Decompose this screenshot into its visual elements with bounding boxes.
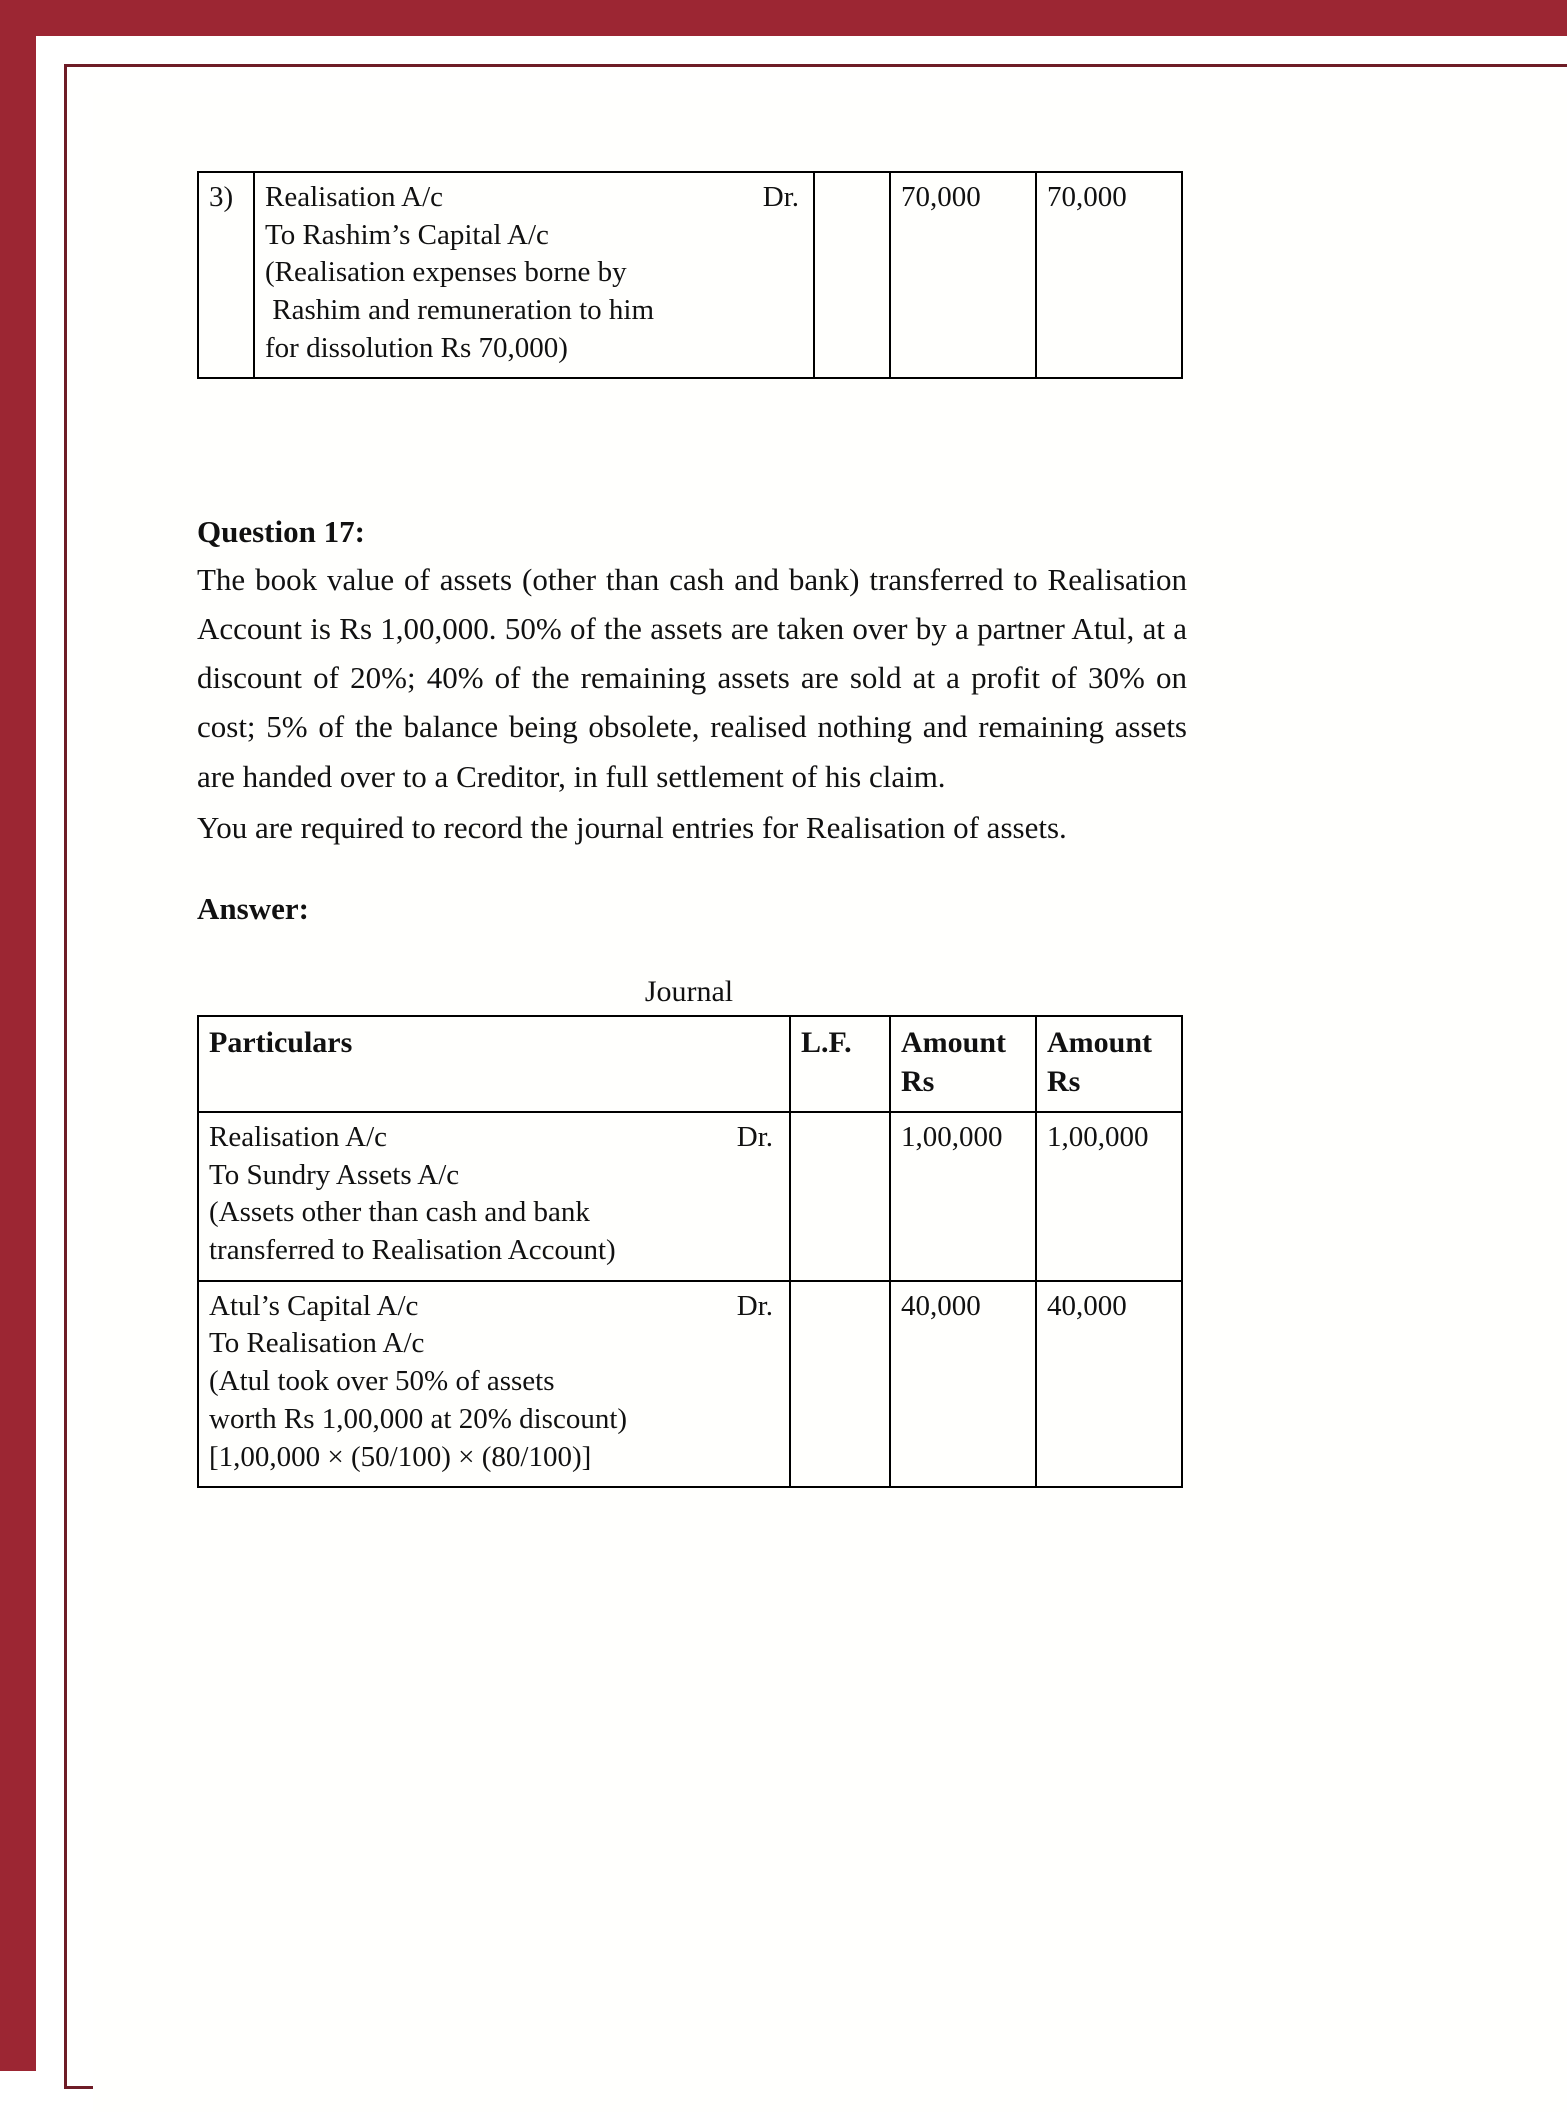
entry-particulars <box>254 172 814 378</box>
debit-indicator: Dr. <box>762 181 799 213</box>
entry-particulars <box>198 1281 790 1487</box>
question-requirement: You are required to record the journal entries for Realisation of assets. <box>197 810 1067 845</box>
top-journal-table <box>197 171 1183 379</box>
table-row <box>198 1112 1182 1281</box>
entry-line: worth Rs 1,00,000 at 20% discount) <box>209 1402 628 1435</box>
entry-lf <box>790 1112 890 1281</box>
journal-table <box>197 1015 1183 1488</box>
entry-line: transferred to Realisation Account) <box>209 1234 616 1267</box>
table-row <box>198 172 1182 378</box>
column-header-amount-credit-label: Amount <box>1047 1026 1153 1059</box>
entry-line: To Realisation A/c <box>209 1327 425 1360</box>
entry-line: (Realisation expenses borne by <box>265 256 627 289</box>
entry-line: for dissolution Rs 70,000) <box>265 331 568 364</box>
document-sheet <box>93 93 1567 2112</box>
entry-line: (Atul took over 50% of assets <box>209 1365 555 1398</box>
entry-line: Atul’s Capital A/c <box>209 1289 419 1322</box>
entry-line: Realisation A/c <box>265 181 443 213</box>
entry-credit-amount: 70,000 <box>1036 172 1182 378</box>
entry-lf <box>790 1281 890 1487</box>
entry-line: (Assets other than cash and bank <box>209 1196 590 1229</box>
question-heading: Question 17: <box>197 514 365 549</box>
journal-table-wrapper <box>197 1015 1183 1488</box>
entry-line: Realisation A/c <box>209 1121 387 1153</box>
answer-heading: Answer: <box>197 891 309 926</box>
entry-credit-amount: 40,000 <box>1036 1281 1182 1487</box>
top-journal-table-wrapper <box>197 171 1183 379</box>
entry-debit-amount: 40,000 <box>890 1281 1036 1487</box>
entry-credit-amount: 1,00,000 <box>1036 1112 1182 1281</box>
page-border-inner <box>36 36 1567 2071</box>
column-header-particulars: Particulars <box>198 1016 790 1112</box>
entry-debit-amount: 70,000 <box>890 172 1036 378</box>
column-header-amount-debit-unit: Rs <box>901 1065 935 1098</box>
entry-line: To Rashim’s Capital A/c <box>265 218 549 251</box>
column-header-amount-debit <box>890 1016 1036 1112</box>
column-header-amount-credit-unit: Rs <box>1047 1065 1081 1098</box>
entry-line: [1,00,000 × (50/100) × (80/100)] <box>209 1440 592 1473</box>
column-header-amount-credit <box>1036 1016 1182 1112</box>
column-header-amount-debit-label: Amount <box>901 1026 1007 1059</box>
table-row <box>198 1281 1182 1487</box>
debit-indicator: Dr. <box>736 1121 773 1153</box>
entry-line: Rashim and remuneration to him <box>265 294 655 327</box>
entry-lf <box>814 172 890 378</box>
journal-header-row <box>198 1016 1182 1112</box>
question-body: The book value of assets (other than cash and bank) transferred to Realisation Account is Rs 1,00,000. 50% of the assets are taken over by a partner Atul, at a discount of 20%; 40% of the remaining assets are sold at a profit of 30% on cost; 5% of the balance being obsolete, realised nothing and remaining assets are handed over to a Creditor, in full settlement of his claim. <box>197 562 1187 794</box>
page-border-rule <box>64 64 1567 2089</box>
debit-indicator: Dr. <box>736 1289 773 1322</box>
entry-particulars <box>198 1112 790 1281</box>
entry-serial-number: 3) <box>198 172 254 378</box>
journal-title: Journal <box>644 975 734 1008</box>
entry-debit-amount: 1,00,000 <box>890 1112 1036 1281</box>
column-header-lf: L.F. <box>790 1016 890 1112</box>
entry-line: To Sundry Assets A/c <box>209 1158 460 1191</box>
